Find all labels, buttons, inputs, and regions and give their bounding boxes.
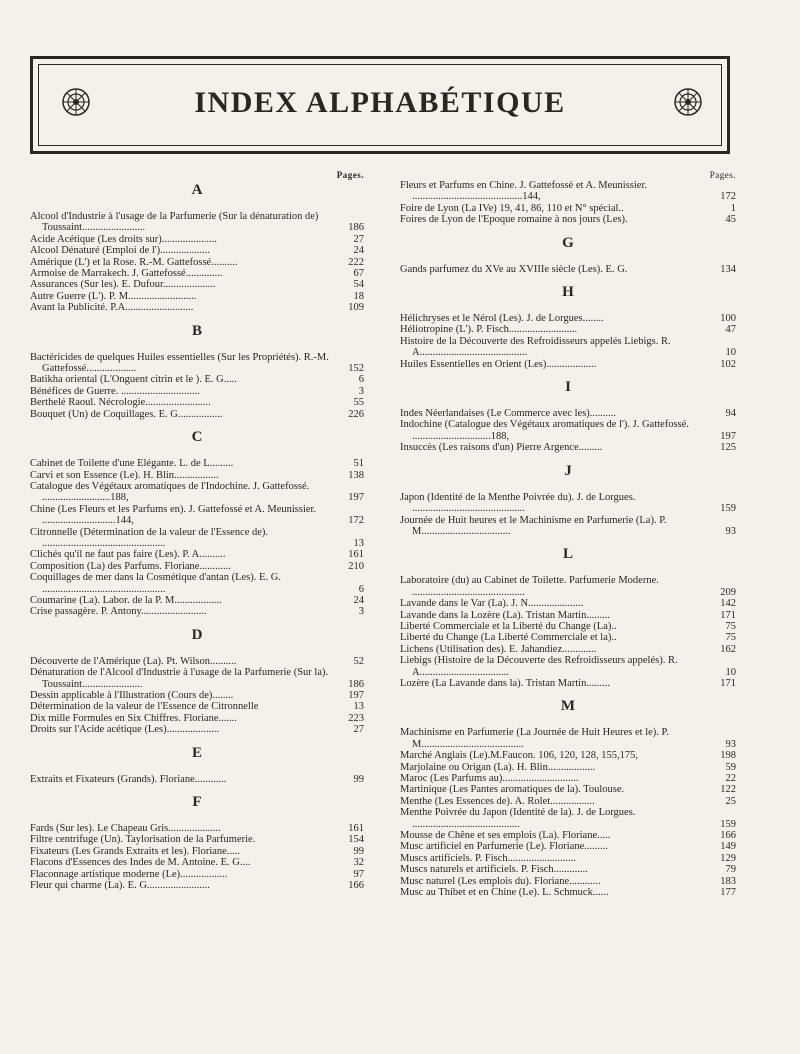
entry-title: Fleur qui charme (La). E. G........................ [30, 880, 210, 892]
index-entry [30, 690, 364, 701]
index-entry [30, 667, 364, 690]
entry-title: Dénaturation de l'Alcool d'Industrie à l'usage de la Parfumerie (Sur la). Toussaint....................... [30, 667, 329, 690]
index-entry [400, 214, 736, 225]
entry-title: Indochine (Catalogue des Végétaux aromatiques de l'). J. Gattefossé. ..............................188, [400, 419, 689, 442]
index-entry [400, 796, 736, 807]
entry-title: Coquillages de mer dans la Cosmétique d'antan (Les). E. G. ............................................... [30, 572, 281, 595]
entry-page: 10 [725, 347, 736, 359]
index-entry [30, 504, 364, 527]
entry-title: Muscs naturels et artificiels. P. Fisch............. [400, 864, 588, 876]
index-entry [30, 869, 364, 880]
entry-title: Musc naturel (Les emplois du). Floriane............ [400, 875, 601, 887]
entry-page: 177 [720, 887, 736, 899]
entry-page: 67 [353, 268, 364, 280]
index-entry [400, 750, 736, 761]
entry-title: Droits sur l'Acide acétique (Les).................... [30, 724, 220, 736]
index-column-left [30, 170, 364, 891]
entry-page: 223 [348, 712, 364, 724]
entry-title: Dix mille Formules en Six Chiffres. Floriane....... [30, 712, 237, 724]
section-letter: F [192, 794, 202, 811]
index-entry [30, 656, 364, 667]
index-entry [30, 724, 364, 735]
entry-title: Bactéricides de quelques Huiles essentielles (Sur les Propriétés). R.-M. Gattefossé................... [30, 351, 329, 375]
entry-title: Foires de Lyon de l'Epoque romaine à nos jours (Les). [400, 214, 628, 226]
entry-title: Composition (La) des Parfums. Floriane............ [30, 560, 231, 572]
entry-title: Journée de Huit heures et le Machinisme en Parfumerie (La). P. M.................................. [400, 514, 667, 537]
entry-title: Maroc (Les Parfums au)............................. [400, 773, 579, 784]
section-letter: C [191, 429, 203, 446]
index-entry [30, 880, 364, 891]
entry-page: 75 [725, 632, 736, 644]
entry-page: 122 [720, 784, 736, 796]
index-entry [30, 823, 364, 834]
index-entry [400, 492, 736, 515]
section-letter: L [562, 546, 573, 563]
index-entry [30, 527, 364, 550]
index-section [400, 463, 736, 538]
index-entry [400, 727, 736, 750]
entry-title: Marché Anglais (Le).M.Faucon. 106, 120, 128, 155,175, [400, 750, 638, 762]
entry-page: 27 [353, 233, 364, 245]
entry-page: 166 [348, 880, 364, 892]
entry-title: Bénéfices de Guerre. .............................. [30, 385, 200, 397]
entry-title: Hélichryses et le Nérol (Les). J. de Lorgues........ [400, 313, 604, 325]
section-letter: E [191, 744, 202, 761]
entry-title: Fards (Sur les). Le Chapeau Gris.................... [30, 823, 221, 835]
entry-page: 75 [725, 620, 736, 632]
entry-page: 159 [720, 503, 736, 515]
entry-title: Liberté du Change (La Liberté Commerciale et la).. [400, 632, 617, 644]
index-entry [30, 211, 364, 234]
entry-title: Berthelé Raoul. Nécrologie......................... [30, 397, 211, 409]
entry-page: 161 [348, 823, 364, 835]
entry-page: 52 [353, 655, 364, 667]
entry-page: 161 [348, 549, 364, 561]
index-entry [30, 245, 364, 256]
entry-title: Flaconnage artistique moderne (Le).................. [30, 868, 228, 880]
index-entry [400, 678, 736, 689]
entry-title: Lozère (La Lavande dans la). Tristan Martin......... [400, 677, 610, 689]
index-entry [30, 481, 364, 504]
entry-title: Avant la Publicité. P.A.......................... [30, 302, 194, 314]
entry-title: Fixateurs (Les Grands Extraits et les). Floriane..... [30, 845, 240, 857]
entry-page: 10 [725, 666, 736, 678]
index-entry [30, 572, 364, 595]
index-entry [400, 887, 736, 898]
entry-title: Menthe (Les Essences de). A. Rolet................. [400, 795, 595, 807]
entry-page: 55 [353, 397, 364, 409]
index-entry [400, 807, 736, 830]
entry-page: 24 [353, 594, 364, 606]
index-section [400, 235, 736, 275]
entry-page: 109 [348, 302, 364, 314]
index-section [30, 323, 364, 420]
index-section [30, 794, 364, 891]
section-letter: B [191, 322, 202, 339]
entry-page: 97 [353, 868, 364, 880]
index-entry [400, 762, 736, 773]
entry-page: 162 [720, 643, 736, 655]
entry-page: 13 [353, 537, 364, 549]
index-entry [30, 774, 364, 785]
entry-page: 134 [720, 263, 736, 275]
index-section [30, 627, 364, 736]
entry-title: Musc au Thibet et en Chine (Le). L. Schmuck...... [400, 887, 609, 899]
index-entry [30, 834, 364, 845]
index-entry [400, 264, 736, 275]
entry-page: 24 [353, 245, 364, 257]
index-entry [400, 773, 736, 784]
entry-page: 172 [720, 191, 736, 203]
entry-page: 99 [353, 773, 364, 785]
entry-page: 1 [730, 202, 736, 214]
section-letter: J [564, 462, 572, 479]
section-letter: H [562, 284, 574, 301]
entry-page: 6 [358, 583, 364, 595]
index-entry [400, 336, 736, 359]
index-entry [30, 458, 364, 469]
entry-page: 186 [348, 678, 364, 690]
entry-page: 54 [353, 279, 364, 291]
entry-page: 183 [720, 875, 736, 887]
index-entry [30, 606, 364, 617]
index-section [30, 745, 364, 785]
entry-title: Coumarine (La). Labor. de la P. M.................. [30, 594, 222, 606]
index-entry [400, 876, 736, 887]
index-entry [30, 549, 364, 560]
index-entry [400, 655, 736, 678]
index-entry [30, 279, 364, 290]
index-section [400, 284, 736, 370]
entry-title: Martinique (Les Pantes aromatiques de la). Toulouse. [400, 784, 625, 796]
entry-title: Alcool Dénaturé (Emploi de l')................... [30, 245, 211, 257]
index-entry [400, 408, 736, 419]
entry-page: 226 [348, 408, 364, 420]
entry-title: Menthe Poivrée du Japon (Identité de la). J. de Lorgues. ......................................... [400, 807, 636, 830]
entry-page: 45 [725, 214, 736, 226]
index-entry [400, 610, 736, 621]
entry-page: 209 [720, 586, 736, 598]
section-letter: M [560, 698, 576, 715]
entry-title: Insuccès (Les raisons d'un) Pierre Argence......... [400, 442, 603, 454]
entry-page: 166 [720, 830, 736, 842]
index-entry [400, 621, 736, 632]
index-entry [30, 595, 364, 606]
entry-title: Gands parfumez du XVe au XVIIIe siècle (Les). E. G. [400, 263, 628, 275]
entry-title: Alcool d'Industrie à l'usage de la Parfumerie (Sur la dénaturation de) Toussaint........................ [30, 211, 319, 234]
entry-page: 159 [720, 818, 736, 830]
entry-page: 3 [358, 385, 364, 397]
index-entry [400, 632, 736, 643]
entry-page: 27 [353, 724, 364, 736]
entry-page: 210 [348, 560, 364, 572]
index-entry [30, 291, 364, 302]
entry-title: Japon (Identité de la Menthe Poivrée du). J. de Lorgues. ........................................... [400, 491, 636, 515]
entry-page: 197 [720, 430, 736, 442]
entry-page: 93 [725, 525, 736, 537]
index-entry [400, 203, 736, 214]
entry-title: Héliotropine (L'). P. Fisch.......................... [400, 324, 578, 336]
entry-title: Flacons d'Essences des Indes de M. Antoine. E. G.... [30, 857, 251, 869]
entry-title: Laboratoire (du) au Cabinet de Toilette. Parfumerie Moderne. ........................................... [400, 575, 659, 598]
entry-title: Acide Acétique (Les droits sur)..................... [30, 233, 217, 245]
entry-title: Armoise de Marrakech. J. Gattefossé.............. [30, 268, 223, 280]
index-entry [400, 841, 736, 852]
entry-page: 51 [353, 458, 364, 470]
entry-title: Autre Guerre (L'). P. M.......................... [30, 290, 197, 302]
entry-page: 172 [348, 515, 364, 527]
entry-page: 94 [725, 408, 736, 420]
entry-page: 59 [725, 761, 736, 773]
index-entry [400, 313, 736, 324]
entry-title: Huiles Essentielles en Orient (Les)................... [400, 358, 597, 370]
entry-page: 152 [348, 363, 364, 375]
index-entry [400, 853, 736, 864]
entry-title: Marjolaine ou Origan (La). H. Blin.................. [400, 761, 596, 773]
entry-page: 79 [725, 864, 736, 876]
entry-title: Dessin applicable à l'Illustration (Cours de)........ [30, 690, 234, 701]
section-letter: I [565, 379, 571, 396]
index-section [400, 180, 736, 226]
entry-title: Musc artificiel en Parfumerie (Le). Floriane......... [400, 841, 608, 853]
index-entry [400, 442, 736, 453]
entry-title: Liberté Commerciale et la Liberté du Change (La).. [400, 620, 617, 632]
index-entry [30, 846, 364, 857]
entry-title: Découverte de l'Amérique (La). Pt. Wilson.......... [30, 655, 237, 667]
entry-title: Lichens (Utilisation des). E. Jahandiez............. [400, 643, 597, 655]
entry-page: 47 [725, 324, 736, 336]
index-entry [30, 302, 364, 313]
entry-title: Histoire de la Découverte des Refroidisseurs appelés Liebigs. R. A......................................... [400, 335, 671, 359]
entry-page: 197 [348, 492, 364, 504]
entry-title: Filtre centrifuge (Un). Taylorisation de la Parfumerie. [30, 834, 256, 846]
index-entry [30, 374, 364, 385]
entry-page: 99 [353, 845, 364, 857]
entry-page: 13 [353, 701, 364, 713]
entry-page: 18 [353, 290, 364, 302]
index-entry [400, 515, 736, 538]
index-entry [30, 470, 364, 481]
section-letter: D [191, 626, 203, 643]
entry-title: Lavande dans le Var (La). J. N..................... [400, 598, 584, 610]
entry-page: 25 [725, 795, 736, 807]
entry-title: Catalogue des Végétaux aromatiques de l'Indochine. J. Gattefossé. ..........................188, [30, 480, 310, 504]
entry-title: Détermination de la valeur de l'Essence de Citronnelle [30, 701, 259, 713]
entry-page: 142 [720, 598, 736, 610]
entry-title: Crise passagère. P. Antony......................... [30, 606, 207, 618]
entry-title: Fleurs et Parfums en Chine. J. Gattefossé et A. Meunissier. ..........................................144, [400, 180, 648, 203]
section-letter: G [562, 234, 574, 251]
entry-title: Bouquet (Un) de Coquillages. E. G................. [30, 408, 223, 420]
entry-page: 3 [358, 606, 364, 618]
entry-title: Clichés qu'il ne faut pas faire (Les). P. A.......... [30, 549, 226, 561]
entry-title: Batikha oriental (L'Onguent citrin et le ). E. G..... [30, 374, 237, 386]
index-entry [400, 180, 736, 203]
entry-title: Indes Néerlandaises (Le Commerce avec les).......... [400, 408, 617, 420]
entry-page: 197 [348, 690, 364, 701]
entry-page: 125 [720, 442, 736, 454]
entry-title: Citronnelle (Détermination de la valeur de l'Essence de). ............................................... [30, 526, 269, 549]
entry-page: 93 [725, 738, 736, 750]
entry-title: Muscs artificiels. P. Fisch.......................... [400, 852, 576, 864]
index-entry [30, 257, 364, 268]
index-entry [30, 352, 364, 375]
index-entry [400, 598, 736, 609]
index-section [400, 379, 736, 454]
entry-page: 171 [720, 609, 736, 621]
pages-label: Pages. [336, 170, 364, 180]
section-letter: A [191, 182, 203, 198]
entry-page: 186 [348, 222, 364, 234]
index-section [30, 182, 364, 314]
index-column-right [400, 170, 736, 898]
entry-title: Lavande dans la Lozère (La). Tristan Martin......... [400, 609, 610, 621]
entry-page: 6 [358, 374, 364, 386]
index-section [400, 546, 736, 689]
index-entry [400, 784, 736, 795]
entry-page: 129 [720, 852, 736, 864]
entry-page: 198 [720, 750, 736, 762]
entry-page: 222 [348, 256, 364, 268]
entry-title: Chine (Les Fleurs et les Parfums en). J. Gattefossé et A. Meunissier. ............................144, [30, 503, 317, 527]
index-entry [30, 713, 364, 724]
entry-title: Carvi et son Essence (Le). H. Blin................. [30, 469, 219, 481]
entry-page: 149 [720, 841, 736, 853]
index-entry [30, 386, 364, 397]
index-section [400, 698, 736, 898]
entry-title: Cabinet de Toilette d'une Elégante. L. de L......... [30, 458, 234, 470]
index-entry [30, 234, 364, 245]
index-entry [30, 701, 364, 712]
entry-title: Extraits et Fixateurs (Grands). Floriane............ [30, 773, 227, 785]
index-entry [30, 561, 364, 572]
entry-page: 138 [348, 469, 364, 481]
index-entry [30, 397, 364, 408]
index-entry [400, 419, 736, 442]
index-entry [30, 409, 364, 420]
page-title: INDEX ALPHABÉTIQUE [194, 86, 566, 119]
index-entry [400, 830, 736, 841]
entry-page: 22 [725, 773, 736, 784]
entry-title: Liebigs (Histoire de la Découverte des Refroidisseurs appelés). R. A.................................. [400, 655, 678, 678]
entry-title: Machinisme en Parfumerie (La Journée de Huit Heures et le). P. M....................................... [400, 727, 669, 750]
index-entry [30, 268, 364, 279]
entry-page: 102 [720, 358, 736, 370]
entry-page: 100 [720, 313, 736, 325]
index-entry [400, 324, 736, 335]
index-entry [400, 575, 736, 598]
entry-title: Amérique (L') et la Rose. R.-M. Gattefossé.......... [30, 256, 238, 268]
index-entry [400, 359, 736, 370]
entry-page: 154 [348, 834, 364, 846]
entry-page: 171 [720, 677, 736, 689]
entry-title: Mousse de Chêne et ses emplois (La). Floriane..... [400, 830, 611, 842]
index-section [30, 429, 364, 618]
pages-label: Pages. [709, 170, 736, 180]
entry-title: Assurances (Sur les). E. Dufour.................... [30, 279, 216, 291]
index-entry [30, 857, 364, 868]
index-entry [400, 644, 736, 655]
entry-page: 32 [353, 857, 364, 869]
index-entry [400, 864, 736, 875]
entry-title: Foire de Lyon (La IVe) 19, 41, 86, 110 et N° spécial.. [400, 202, 624, 214]
